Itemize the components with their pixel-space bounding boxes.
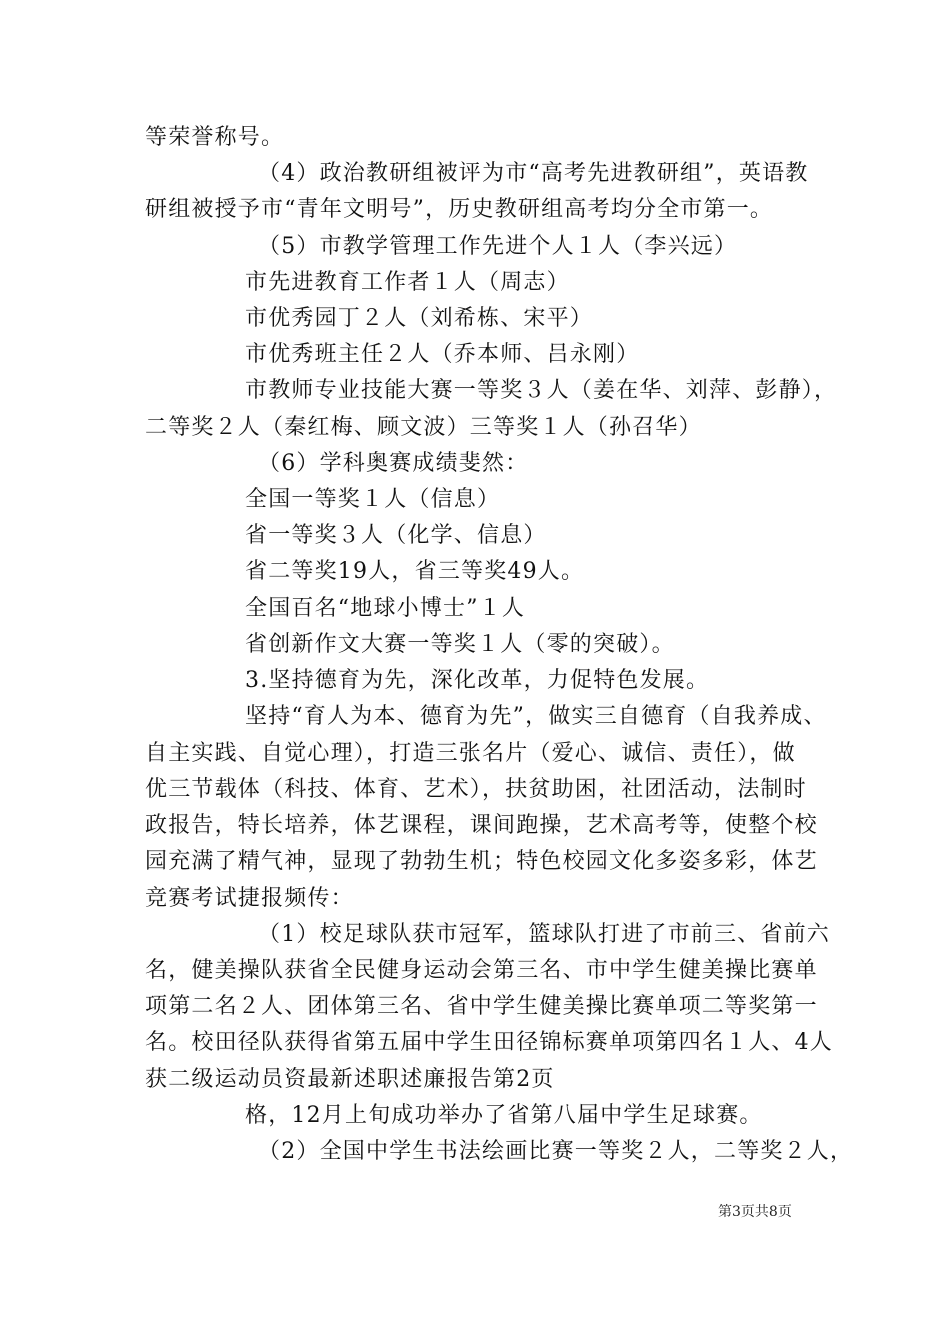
text-line: 市优秀班主任２人（乔本师、吕永刚） — [245, 342, 640, 367]
text-line: 获二级运动员资最新述职述廉报告第2页 — [145, 1067, 555, 1092]
text-line: 自主实践、自觉心理），打造三张名片（爱心、诚信、责任），做 — [145, 741, 796, 766]
text-line: 项第二名２人、团体第三名、省中学生健美操比赛单项二等奖第一 — [145, 994, 818, 1019]
text-line: 省二等奖19人，省三等奖49人。 — [245, 559, 585, 584]
text-line: 政报告，特长培养，体艺课程，课间跑操，艺术高考等，使整个校 — [145, 813, 818, 838]
text-line: 省一等奖３人（化学、信息） — [245, 523, 547, 548]
section-heading: 3.坚持德育为先，深化改革，力促特色发展。 — [245, 668, 710, 693]
text-line: 格，12月上旬成功举办了省第八届中学生足球赛。 — [245, 1103, 763, 1128]
text-line: 优三节载体（科技、体育、艺术），扶贫助困，社团活动，法制时 — [145, 777, 807, 802]
text-line: （1）校足球队获市冠军，篮球队打进了市前三、省前六 — [258, 922, 830, 947]
text-line: （2）全国中学生书法绘画比赛一等奖２人，二等奖２人， — [258, 1139, 854, 1164]
text-line: 市教师专业技能大赛一等奖３人（姜在华、刘萍、彭静）， — [245, 378, 838, 403]
text-line: 全国百名“地球小博士”１人 — [245, 596, 526, 621]
text-line: （5）市教学管理工作先进个人１人（李兴远） — [258, 234, 738, 259]
text-line: （4）政治教研组被评为市“高考先进教研组”，英语教 — [258, 161, 809, 186]
text-line: 园充满了精气神，显现了勃勃生机；特色校园文化多姿多彩，体艺 — [145, 849, 818, 874]
text-line: 研组被授予市“青年文明号”，历史教研组高考均分全市第一。 — [145, 197, 774, 222]
text-line: 市优秀园丁２人（刘希栋、宋平） — [245, 306, 594, 331]
text-line: 省创新作文大赛一等奖１人（零的突破）。 — [245, 632, 675, 657]
text-line: 坚持“育人为本、德育为先”，做实三自德育（自我养成、 — [245, 704, 827, 729]
text-line: 竞赛考试捷报频传： — [145, 886, 354, 911]
page-number-footer: 第3页共8页 — [718, 1204, 792, 1220]
text-line: （6）学科奥赛成绩斐然： — [258, 451, 529, 476]
text-line: 名，健美操队获省全民健身运动会第三名、市中学生健美操比赛单 — [145, 958, 818, 983]
text-line: 名。校田径队获得省第五届中学生田径锦标赛单项第四名１人、4人 — [145, 1030, 833, 1055]
text-line: 二等奖２人（秦红梅、顾文波）三等奖１人（孙召华） — [145, 415, 702, 440]
text-line: 市先进教育工作者１人（周志） — [245, 270, 570, 295]
text-line: 全国一等奖１人（信息） — [245, 487, 501, 512]
text-line: 等荣誉称号。 — [145, 125, 285, 150]
